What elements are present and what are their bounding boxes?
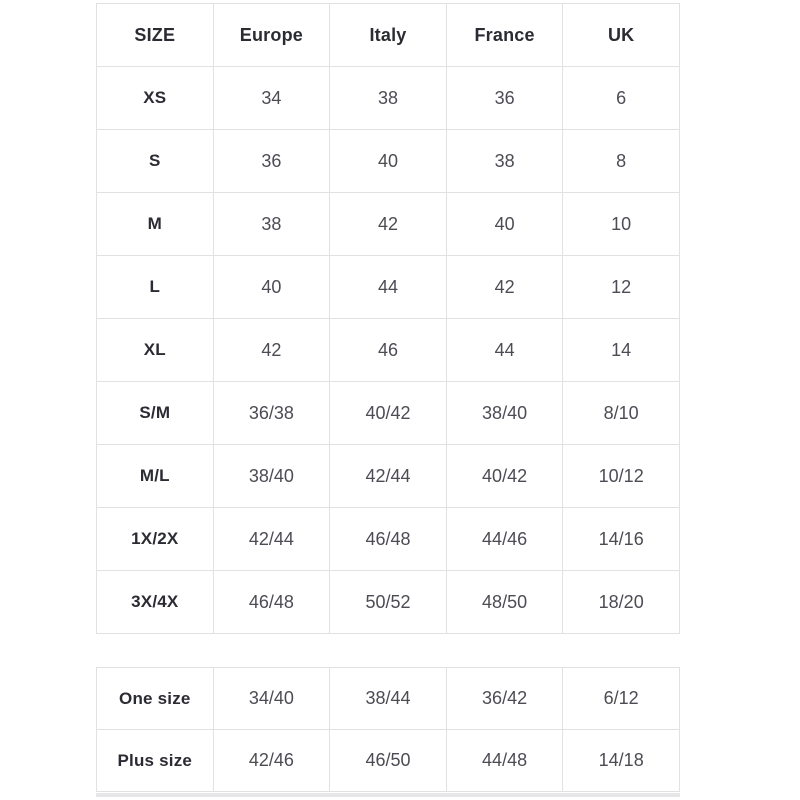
europe-value: 46/48 — [213, 571, 330, 634]
table-row — [97, 508, 680, 571]
uk-value: 14 — [563, 319, 680, 382]
uk-value: 8/10 — [563, 382, 680, 445]
table-row — [97, 67, 680, 130]
uk-value: 6 — [563, 67, 680, 130]
uk-value: 6/12 — [563, 668, 680, 730]
france-value: 42 — [446, 256, 563, 319]
italy-value: 40 — [330, 130, 447, 193]
table-header-row — [97, 4, 680, 67]
france-value: 36 — [446, 67, 563, 130]
italy-value: 42/44 — [330, 445, 447, 508]
table-row — [97, 319, 680, 382]
europe-value: 42 — [213, 319, 330, 382]
france-value: 40 — [446, 193, 563, 256]
uk-value: 14/16 — [563, 508, 680, 571]
size-conversion-area — [96, 3, 680, 792]
size-label: S/M — [97, 382, 214, 445]
italy-value: 42 — [330, 193, 447, 256]
france-value: 38 — [446, 130, 563, 193]
one-size-table — [96, 667, 680, 792]
italy-value: 38/44 — [330, 668, 447, 730]
uk-value: 10 — [563, 193, 680, 256]
europe-value: 42/46 — [213, 730, 330, 792]
size-label: 3X/4X — [97, 571, 214, 634]
europe-value: 38 — [213, 193, 330, 256]
italy-value: 46/50 — [330, 730, 447, 792]
size-label: One size — [97, 668, 214, 730]
europe-value: 34 — [213, 67, 330, 130]
europe-value: 38/40 — [213, 445, 330, 508]
uk-value: 10/12 — [563, 445, 680, 508]
france-value: 36/42 — [446, 668, 563, 730]
size-label: M/L — [97, 445, 214, 508]
europe-value: 40 — [213, 256, 330, 319]
uk-value: 18/20 — [563, 571, 680, 634]
table-row — [97, 130, 680, 193]
table-row — [97, 571, 680, 634]
table-row — [97, 445, 680, 508]
size-label: S — [97, 130, 214, 193]
table-row — [97, 256, 680, 319]
europe-value: 42/44 — [213, 508, 330, 571]
table-row — [97, 382, 680, 445]
header-europe: Europe — [213, 4, 330, 67]
italy-value: 38 — [330, 67, 447, 130]
size-label: 1X/2X — [97, 508, 214, 571]
table-row — [97, 193, 680, 256]
uk-value: 8 — [563, 130, 680, 193]
europe-value: 36 — [213, 130, 330, 193]
header-italy: Italy — [330, 4, 447, 67]
size-label: XS — [97, 67, 214, 130]
bottom-edge-strip — [96, 793, 680, 797]
italy-value: 40/42 — [330, 382, 447, 445]
italy-value: 46/48 — [330, 508, 447, 571]
size-label: Plus size — [97, 730, 214, 792]
france-value: 38/40 — [446, 382, 563, 445]
france-value: 44/46 — [446, 508, 563, 571]
italy-value: 50/52 — [330, 571, 447, 634]
uk-value: 14/18 — [563, 730, 680, 792]
italy-value: 44 — [330, 256, 447, 319]
header-size: SIZE — [97, 4, 214, 67]
table-row — [97, 730, 680, 792]
europe-value: 34/40 — [213, 668, 330, 730]
italy-value: 46 — [330, 319, 447, 382]
france-value: 40/42 — [446, 445, 563, 508]
table-row — [97, 668, 680, 730]
header-france: France — [446, 4, 563, 67]
size-label: XL — [97, 319, 214, 382]
france-value: 44/48 — [446, 730, 563, 792]
size-conversion-table — [96, 3, 680, 634]
france-value: 44 — [446, 319, 563, 382]
europe-value: 36/38 — [213, 382, 330, 445]
size-label: L — [97, 256, 214, 319]
header-uk: UK — [563, 4, 680, 67]
uk-value: 12 — [563, 256, 680, 319]
france-value: 48/50 — [446, 571, 563, 634]
size-label: M — [97, 193, 214, 256]
table-gap — [96, 634, 680, 667]
